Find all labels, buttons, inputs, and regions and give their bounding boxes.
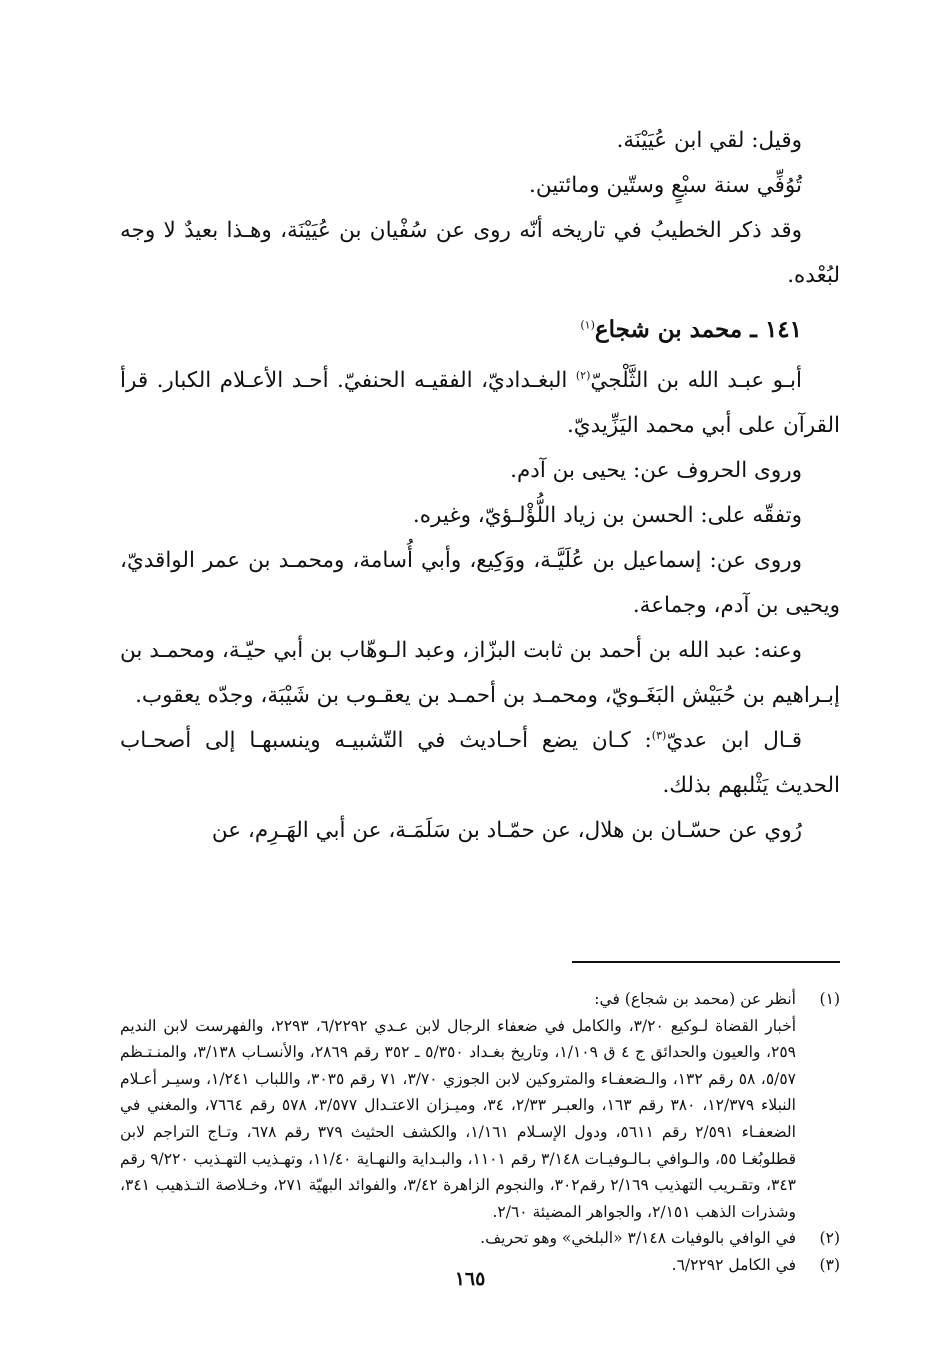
paragraph: تُوُفِّي سنة سبْعٍ وستّين ومائتين. xyxy=(529,173,802,198)
paragraph: وعنه: عبد الله بن أحمد بن ثابت البزّاز، وعبد الـوهّاب بن أبي حيّـة، ومحمـد بن إبـراهيم بن حُبَيْش البَغَـويّ، ومحمـد بن أحمـد بن يعقـوب بن شَيْبَة، وجدّه يعقوب. xyxy=(120,638,840,708)
footnote-ref: (٣) xyxy=(651,728,667,742)
footnotes xyxy=(120,986,840,1279)
entry-heading xyxy=(120,306,840,354)
paragraph-text: البغـداديّ، الفقيـه الحنفيّ. أحـد الأعـلام الكبار. قرأ القرآن على أبي محمد اليَزِّيديّ. xyxy=(120,368,840,438)
paragraph: وقيل: لقي ابن عُيَيْنَة. xyxy=(616,128,802,153)
page-body xyxy=(120,118,840,1274)
paragraph: وقد ذكر الخطيبُ في تاريخه أنّه روى عن سُفْيان بن عُيَيْنَة، وهـذا بعيدٌ لا وجه لبُعْده. xyxy=(120,218,840,288)
footnote-ref: (١) xyxy=(580,318,595,332)
paragraph xyxy=(120,358,840,448)
footnote-ref: (٢) xyxy=(575,368,591,382)
main-text xyxy=(120,118,840,853)
paragraph xyxy=(120,718,840,808)
footnote-body xyxy=(120,1225,796,1252)
footnote-line: في الكامل ٦/٢٢٩٢. xyxy=(671,1255,796,1274)
footnote-body xyxy=(120,986,796,1225)
footnote-number: (٣) xyxy=(819,1255,840,1274)
footnote-number: (٢) xyxy=(819,1229,840,1248)
paragraph-text: : كـان يضع أحـاديث في التّشبيـه وينسبهـا إلى أصحـاب الحديث يَثْلبهم بذلك. xyxy=(120,728,840,798)
entry-heading-text: ١٤١ ـ محمد بن شجاع xyxy=(594,316,802,343)
paragraph-text: أبـو عبـد الله بن الثَّلْجيّ xyxy=(590,368,802,393)
paragraph: رُوي عن حسّـان بن هلال، عن حمّـاد بن سَلَمَـة، عن أبي الهَـرِم، عن xyxy=(211,818,802,843)
footnote-number: (١) xyxy=(819,990,840,1008)
paragraph: وروى عن: إسماعيل بن عُلَيَّـة، ووَكِيع، وأبي أُسامة، ومحمـد بن عمر الواقديّ، ويحيى بن آدم، وجماعة. xyxy=(120,548,840,618)
paragraph: وروى الحروف عن: يحيى بن آدم. xyxy=(510,458,802,483)
page-number: ١٦٥ xyxy=(454,1268,486,1290)
footnote xyxy=(120,1225,840,1252)
footnote-line: أنظر عن (محمد بن شجاع) في: xyxy=(594,990,796,1008)
footnote-line: في الوافي بالوفيات ٣/١٤٨ «البلخي» وهو تحريف. xyxy=(480,1229,796,1248)
paragraph: وتفقّه على: الحسن بن زياد اللُّؤْلـؤيّ، وغيره. xyxy=(412,503,802,528)
footnote xyxy=(120,986,840,1225)
footnote-line: أخبار القضاة لـوكيع ٣/٢٠، والكامل في ضعفاء الرجال لابن عـدي ٦/٢٢٩٢، ٢٢٩٣، والفهرست لابن النديم ٢٥٩، والعيون والحدائق ج ٤ ق ١/١٠٩، وتاريخ بغـداد ٥/٣٥٠ ـ ٣٥٢ رقم ٢٨٦٩، والأنسـاب ٣/١٣٨، والمنـتـظم ٥/٥٧، ٥٨ رقم ١٣٢، والـضعفـاء والمتروكين لابن الجوزي ٣/٧٠، ٧١ رقم ٣٠٣٥، واللباب ١/٢٤١، وسيـر أعـلام النبلاء ١٢/٣٧٩، ٣٨٠ رقم ١٦٣، والعبـر ٢/٣٣، ٣٤، وميـزان الاعتـدال ٣/٥٧٧، ٥٧٨ رقم ٧٦٦٤، والمغني في الضعفـاء ٢/٥٩١ رقم ٥٦١١، ودول الإسـلام ١/١٦١، والكشف الحثيث ٣٧٩ رقم ٦٧٨، وتـاج التراجم لابن قطلوبُغـا ٥٥، والـوافي بـالـوفيـات ٣/١٤٨ رقم ١١٠١، والبـداية والنهـاية ١١/٤٠، وتهـذيب التهـذيب ٩/٢٢٠ رقم ٣٤٣، وتقـريب التهذيب ٢/١٦٩ رقم٣٠٢، والنجوم الزاهرة ٣/٤٢، والفوائد البهيّة ٢٧١، وخـلاصة التـذهيب ٣٤١، وشذرات الذهب ٢/١٥١، والجواهر المضيئة ٢/٦٠. xyxy=(120,1016,797,1221)
paragraph-text: قـال ابن عديّ xyxy=(666,728,803,753)
footnote-separator xyxy=(572,961,840,963)
